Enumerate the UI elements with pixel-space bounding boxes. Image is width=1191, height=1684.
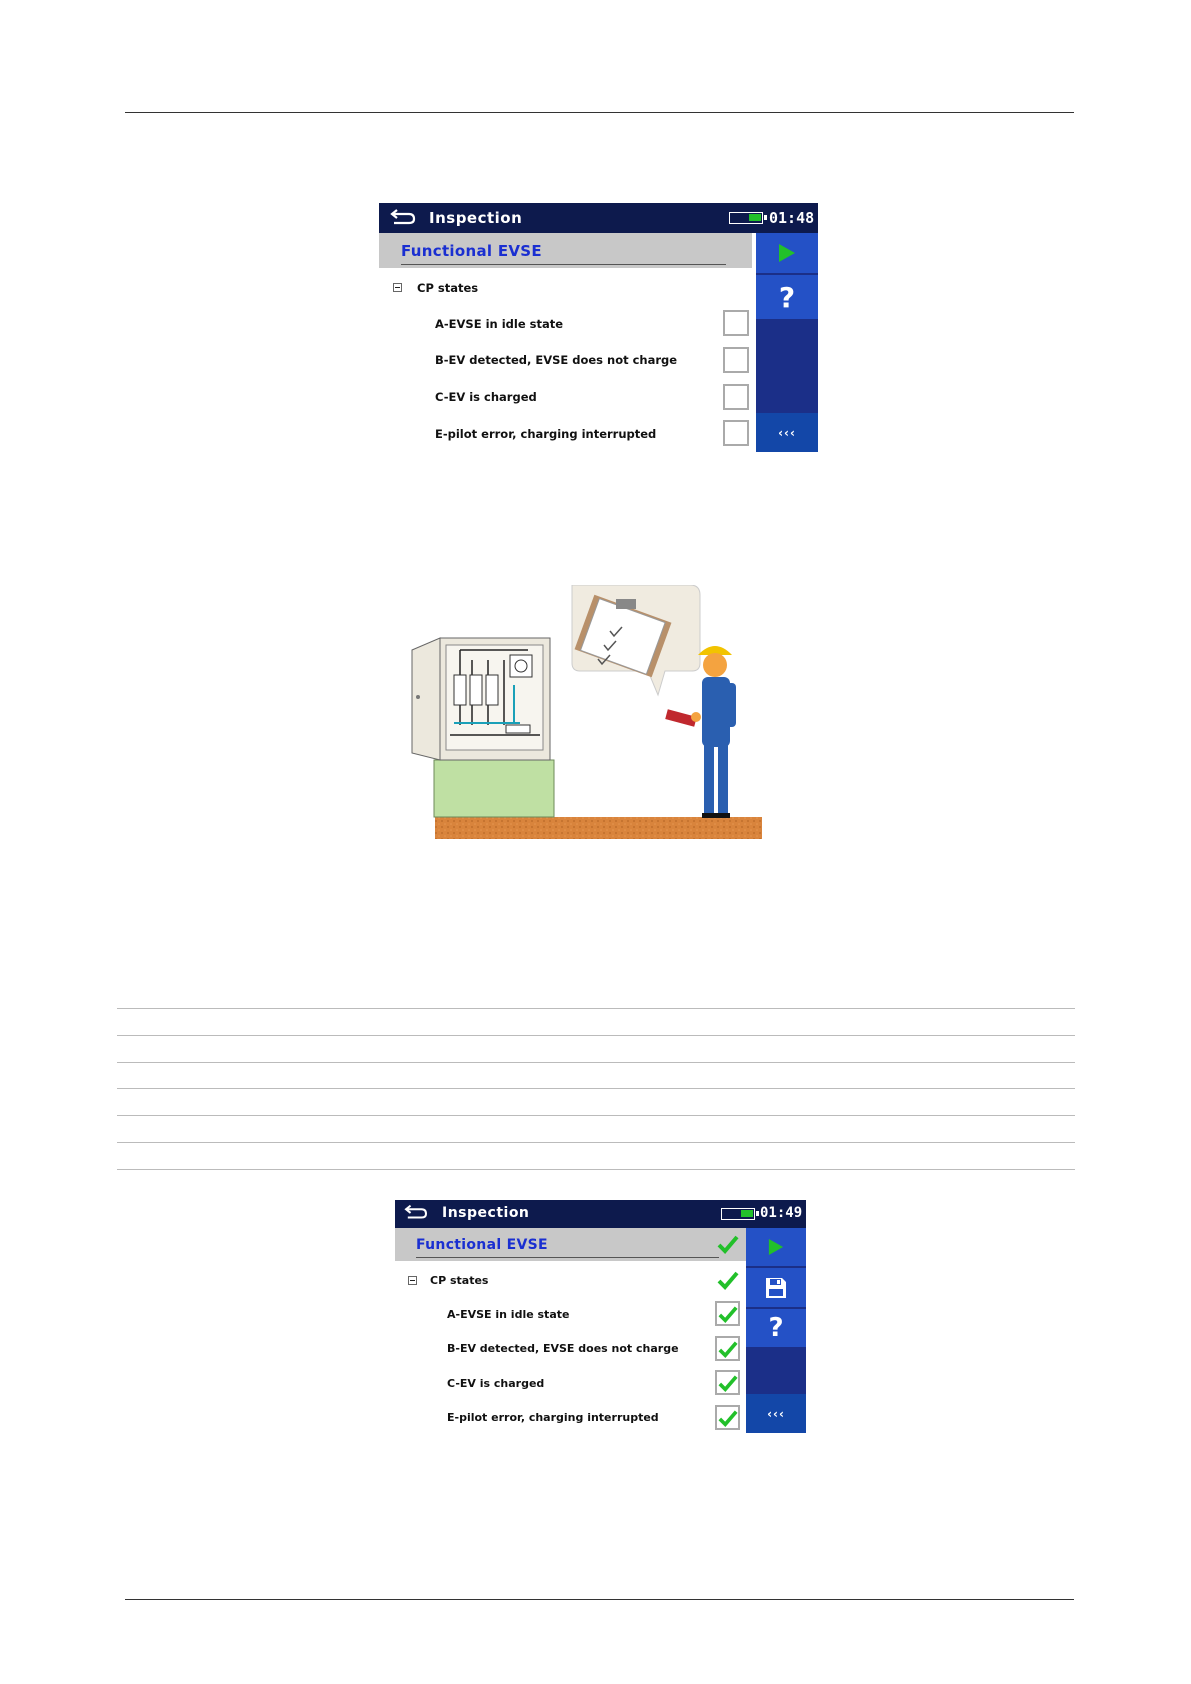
help-button[interactable]	[746, 1309, 806, 1347]
back-icon[interactable]	[403, 1202, 429, 1226]
table-rule	[117, 1115, 1075, 1116]
screen-title: Inspection	[429, 209, 523, 227]
check-icon	[718, 1373, 738, 1393]
worker-figure	[665, 646, 736, 818]
table-rule	[117, 1088, 1075, 1089]
checkbox-checked[interactable]	[715, 1336, 740, 1361]
cabinet-base	[434, 760, 554, 817]
table-rule	[117, 1142, 1075, 1143]
side-toolbar	[746, 1228, 806, 1433]
inspection-title: Functional EVSE	[401, 242, 542, 260]
header-row	[379, 233, 752, 268]
header-row	[395, 1228, 746, 1261]
checkbox[interactable]	[723, 310, 749, 336]
list-item: B-EV detected, EVSE does not charge	[447, 1342, 679, 1355]
check-icon	[718, 1339, 738, 1359]
help-button[interactable]	[756, 275, 818, 319]
list-item: C-EV is charged	[435, 390, 537, 404]
list-item: A-EVSE in idle state	[435, 317, 564, 331]
checkbox-checked[interactable]	[715, 1301, 740, 1326]
more-options-button[interactable]: ‹‹‹	[746, 1394, 806, 1433]
table-rule	[117, 1169, 1075, 1170]
help-icon: ?	[768, 1313, 784, 1343]
list-item: A-EVSE in idle state	[447, 1308, 570, 1321]
checkbox[interactable]	[723, 420, 749, 446]
top-rule	[125, 112, 1074, 113]
list-item: E-pilot error, charging interrupted	[447, 1411, 659, 1424]
play-icon	[768, 1238, 784, 1256]
table-rule	[117, 1062, 1075, 1063]
collapse-icon[interactable]	[408, 1276, 417, 1285]
inspection-screen-checked	[395, 1200, 806, 1433]
table-rule	[117, 1035, 1075, 1036]
help-icon: ?	[778, 280, 796, 314]
check-icon	[717, 1270, 739, 1290]
inspection-illustration	[410, 585, 770, 840]
side-toolbar	[756, 233, 818, 452]
start-button[interactable]	[756, 233, 818, 273]
check-icon	[718, 1408, 738, 1428]
group-label: CP states	[430, 1274, 489, 1287]
screen-title: Inspection	[442, 1205, 530, 1221]
save-button[interactable]	[746, 1268, 806, 1307]
check-icon	[717, 1234, 739, 1254]
cabinet-door	[412, 638, 440, 760]
group-label: CP states	[417, 281, 479, 295]
title-bar	[379, 203, 818, 233]
checkbox[interactable]	[723, 347, 749, 373]
bottom-rule	[125, 1599, 1074, 1600]
battery-icon	[721, 1208, 755, 1220]
checkbox-checked[interactable]	[715, 1370, 740, 1395]
battery-icon	[729, 212, 763, 224]
checkbox[interactable]	[723, 384, 749, 410]
save-icon	[764, 1276, 788, 1300]
list-item: E-pilot error, charging interrupted	[435, 427, 657, 441]
check-icon	[718, 1304, 738, 1324]
clock-time: 01:48	[769, 209, 815, 227]
checkbox-checked[interactable]	[715, 1405, 740, 1430]
table-rule	[117, 1008, 1075, 1009]
more-options-button[interactable]: ‹‹‹	[756, 413, 818, 452]
start-button[interactable]	[746, 1228, 806, 1266]
list-item: B-EV detected, EVSE does not charge	[435, 353, 678, 367]
back-icon[interactable]	[389, 206, 417, 232]
inspection-title: Functional EVSE	[416, 1237, 548, 1253]
list-item: C-EV is charged	[447, 1377, 545, 1390]
collapse-icon[interactable]	[393, 283, 402, 292]
title-bar	[395, 1200, 806, 1228]
clock-time: 01:49	[760, 1205, 803, 1221]
play-icon	[778, 243, 796, 263]
inspection-screen-unchecked	[379, 203, 818, 452]
